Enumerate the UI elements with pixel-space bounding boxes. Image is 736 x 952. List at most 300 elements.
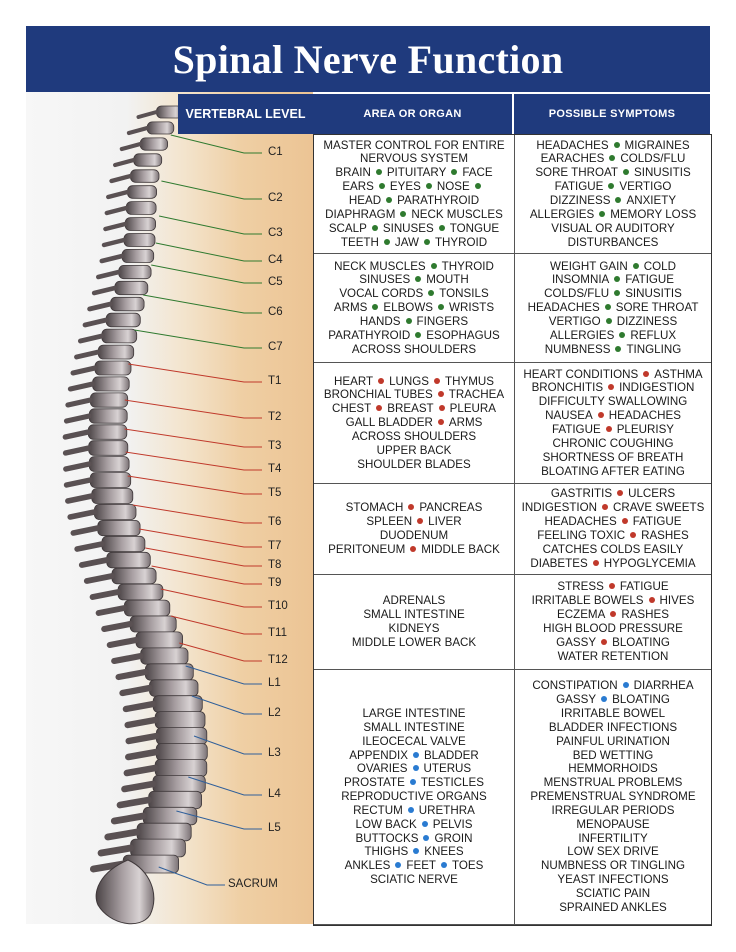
vertebra-body xyxy=(122,249,154,262)
leader-line xyxy=(171,135,262,153)
organs-term: GALL BLADDER xyxy=(345,416,433,430)
symptoms-line xyxy=(557,873,668,887)
bullet-icon xyxy=(422,821,428,827)
vertebra-body xyxy=(156,744,207,761)
symptoms-term: FEELING TOXIC xyxy=(537,529,626,542)
vertebral-level-label: T6 xyxy=(268,516,282,528)
spinous-process xyxy=(128,752,156,757)
bullet-icon xyxy=(622,518,628,524)
symptoms-term: SCIATIC PAIN xyxy=(575,886,651,900)
organs-term: BUTTOCKS xyxy=(355,831,419,845)
symptoms-term: HIGH BLOOD PRESSURE xyxy=(543,622,683,635)
organs-term: TONGUE xyxy=(449,221,500,235)
symptoms-term: MEMORY LOSS xyxy=(610,207,697,221)
symptoms-line xyxy=(568,762,658,776)
spinous-process xyxy=(73,368,95,373)
leader-line xyxy=(128,364,262,382)
organs-term: THYROID xyxy=(441,259,494,273)
bullet-icon xyxy=(602,504,608,510)
vertebra-body xyxy=(141,648,188,664)
symptom-cell xyxy=(514,484,711,575)
organs-term: TEETH xyxy=(340,235,379,249)
organs-term: BRAIN xyxy=(335,166,371,180)
spinous-process xyxy=(129,128,147,133)
symptoms-line xyxy=(549,721,677,735)
organs-line xyxy=(328,329,499,343)
symptoms-term: BLOATING AFTER EATING xyxy=(541,464,685,478)
organs-term: TRACHEA xyxy=(448,388,505,402)
organs-term: UTERUS xyxy=(423,762,472,776)
organs-term: MIDDLE LOWER BACK xyxy=(351,635,477,649)
symptoms-term: SORE THROAT xyxy=(615,301,699,315)
bullet-icon xyxy=(608,183,614,189)
organs-line xyxy=(366,515,461,529)
vertebra-body xyxy=(155,712,205,729)
symptoms-line xyxy=(550,194,676,208)
symptoms-term: HEADACHES xyxy=(527,301,600,315)
symptoms-term: HEART CONDITIONS xyxy=(523,367,639,381)
organs-line xyxy=(328,543,500,557)
organs-term: FEET xyxy=(406,859,437,873)
symptoms-term: SPRAINED ANKLES xyxy=(559,900,667,914)
symptoms-line xyxy=(552,273,674,287)
organs-term: TESTICLES xyxy=(420,776,484,790)
symptoms-term: COLDS/FLU xyxy=(544,287,610,301)
organs-term: PLEURA xyxy=(449,402,497,416)
vertebral-level-label: T4 xyxy=(268,463,282,475)
symptoms-term: FATIGUE xyxy=(625,273,675,287)
organs-line xyxy=(342,180,485,194)
organs-term: MASTER CONTROL FOR ENTIRE xyxy=(323,138,505,152)
bullet-icon xyxy=(633,263,639,269)
leader-line xyxy=(161,181,262,199)
bullet-icon xyxy=(609,155,615,161)
organs-term: VOCAL CORDS xyxy=(339,287,424,301)
organs-term: TONSILS xyxy=(439,287,489,301)
symptoms-line xyxy=(559,901,667,915)
bullet-icon xyxy=(413,848,419,854)
symptoms-line xyxy=(543,543,684,557)
organs-term: NOSE xyxy=(436,180,470,194)
organs-term: EYES xyxy=(389,180,421,194)
symptoms-term: DIZZINESS xyxy=(616,314,678,328)
symptoms-line xyxy=(576,887,650,901)
organ-cell xyxy=(314,484,514,575)
vertebra-body xyxy=(143,807,197,825)
organs-term: MOUTH xyxy=(426,273,469,287)
organs-term: KNEES xyxy=(424,845,464,859)
organs-term: KIDNEYS xyxy=(388,622,440,635)
symptoms-term: IRRITABLE BOWELS xyxy=(531,594,644,608)
symptoms-line xyxy=(532,679,693,693)
spinous-process xyxy=(93,592,119,597)
spinous-process xyxy=(67,416,90,421)
leader-line xyxy=(179,643,262,661)
organs-line xyxy=(323,139,504,153)
symptoms-term: TINGLING xyxy=(626,342,682,356)
symptoms-line xyxy=(552,437,673,451)
organs-line xyxy=(352,343,476,357)
organs-term: PANCREAS xyxy=(419,501,483,515)
organs-line xyxy=(357,458,470,472)
bullet-icon xyxy=(395,862,401,868)
symptoms-term: DIARRHEA xyxy=(633,679,694,693)
organs-term: SMALL INTESTINE xyxy=(363,608,465,622)
organs-line xyxy=(324,388,504,402)
bullet-icon xyxy=(376,169,382,175)
symptoms-term: ALLERGIES xyxy=(529,207,595,221)
spinous-process xyxy=(99,608,125,613)
spinous-process xyxy=(104,624,130,629)
bullet-icon xyxy=(615,197,621,203)
spinous-process xyxy=(112,176,131,181)
bullet-icon xyxy=(475,183,481,189)
leader-line xyxy=(152,566,262,584)
vertebra-body xyxy=(134,154,162,166)
organs-line xyxy=(363,721,464,735)
vertebra-body xyxy=(111,297,145,311)
symptoms-line xyxy=(535,166,690,180)
symptoms-term: ALLERGIES xyxy=(549,328,615,342)
leader-line xyxy=(159,216,262,234)
bullet-icon xyxy=(400,211,406,217)
symptoms-line xyxy=(523,368,702,382)
vertebral-level-label: SACRUM xyxy=(228,878,278,890)
symptoms-term: HEMMORHOIDS xyxy=(568,762,658,776)
symptoms-term: IRREGULAR PERIODS xyxy=(551,803,675,817)
vertebra-body xyxy=(102,536,145,551)
spinous-process xyxy=(67,480,91,485)
symptoms-term: GASSY xyxy=(556,635,597,649)
bullet-icon xyxy=(608,384,614,390)
symptom-cell xyxy=(514,254,711,363)
vertebral-level-label: C5 xyxy=(268,276,283,288)
organs-line xyxy=(383,594,446,608)
symptoms-term: REFLUX xyxy=(630,328,677,342)
organs-line xyxy=(346,501,483,515)
leader-line xyxy=(171,616,262,634)
organs-line xyxy=(362,707,465,721)
symptoms-term: CHRONIC COUGHING xyxy=(552,436,674,450)
organs-term: FINGERS xyxy=(416,314,469,328)
symptoms-term: HYPOGLYCEMIA xyxy=(603,556,696,570)
symptoms-term: PLEURISY xyxy=(616,423,675,436)
organs-line xyxy=(341,790,487,804)
spinous-process xyxy=(65,432,88,437)
organs-term: CHEST xyxy=(331,402,372,416)
symptoms-line xyxy=(578,832,647,846)
organs-line xyxy=(353,804,475,818)
organs-term: URETHRA xyxy=(418,803,475,817)
vertebral-level-label: L2 xyxy=(268,707,281,719)
organs-term: REPRODUCTIVE ORGANS xyxy=(341,790,487,804)
vertebra-body xyxy=(124,234,155,247)
organ-cell xyxy=(314,575,514,670)
symptoms-line xyxy=(541,465,685,479)
symptoms-line xyxy=(530,557,695,571)
spinous-process xyxy=(114,816,143,821)
organs-term: SCALP xyxy=(328,221,367,235)
organs-term: TOES xyxy=(452,859,484,873)
organs-term: OVARIES xyxy=(356,762,408,776)
vertebra-body xyxy=(119,265,151,278)
vertebra-body xyxy=(94,504,136,519)
bullet-icon xyxy=(601,639,607,645)
bullet-icon xyxy=(619,332,625,338)
vertebra-body xyxy=(131,839,186,857)
spinous-process xyxy=(101,848,131,853)
bullet-icon xyxy=(605,304,611,310)
bullet-icon xyxy=(424,239,430,245)
vertebral-level-label: C3 xyxy=(268,227,283,239)
symptoms-line xyxy=(549,315,678,329)
symptoms-term: SHORTNESS OF BREATH xyxy=(542,450,684,464)
symptoms-term: RASHES xyxy=(641,529,689,542)
vertebral-level-label: T7 xyxy=(268,540,282,552)
organs-line xyxy=(345,859,484,873)
vertebral-level-label: C6 xyxy=(268,306,283,318)
spinous-process xyxy=(139,112,157,117)
symptoms-term: IRRITABLE BOWEL xyxy=(560,707,666,721)
bullet-icon xyxy=(606,318,612,324)
organs-line xyxy=(380,529,448,543)
vertebra-body xyxy=(137,823,191,841)
organs-term: SINUSES xyxy=(359,273,411,287)
vertebral-level-label: L1 xyxy=(268,677,281,689)
leader-line xyxy=(143,295,262,313)
symptoms-term: HEADACHES xyxy=(544,515,617,529)
vertebral-level-label: T11 xyxy=(268,627,287,639)
vertebral-level-label: L3 xyxy=(268,747,281,759)
bullet-icon xyxy=(415,332,421,338)
vertebra-body xyxy=(147,122,174,134)
organ-cell xyxy=(314,254,514,363)
symptoms-term: FATIGUE xyxy=(551,423,601,436)
symptoms-term: FATIGUE xyxy=(619,580,669,594)
spinous-process xyxy=(120,800,149,805)
organs-term: ILEOCECAL VALVE xyxy=(362,734,466,748)
organs-term: THYMUS xyxy=(445,374,494,388)
vertebra-body xyxy=(118,584,163,600)
symptoms-term: VISUAL OR AUDITORY xyxy=(551,221,675,235)
organs-line xyxy=(334,375,494,389)
symptoms-term: DIFFICULTY SWALLOWING xyxy=(538,395,688,409)
organs-term: LOW BACK xyxy=(355,817,417,831)
organs-line xyxy=(329,222,499,236)
organs-line xyxy=(349,194,479,208)
organs-line xyxy=(377,444,452,458)
vertebra-body xyxy=(112,568,156,584)
symptoms-term: CRAVE SWEETS xyxy=(613,501,705,515)
leader-line xyxy=(161,589,262,607)
spinous-process xyxy=(66,464,90,469)
vertebra-body xyxy=(106,313,140,327)
area-or-organ-header: AREA OR ORGAN xyxy=(313,94,512,134)
organs-line xyxy=(334,301,494,315)
bullet-icon xyxy=(451,169,457,175)
symptoms-line xyxy=(551,487,675,501)
spinous-process xyxy=(127,768,155,773)
vertebral-level-header: VERTEBRAL LEVEL xyxy=(178,94,313,134)
bullet-icon xyxy=(413,752,419,758)
bullet-icon xyxy=(643,371,649,377)
symptoms-term: STRESS xyxy=(557,580,604,594)
bullet-icon xyxy=(439,405,445,411)
organs-term: MIDDLE BACK xyxy=(421,542,500,556)
organs-term: UPPER BACK xyxy=(376,443,452,457)
organs-line xyxy=(346,416,483,430)
symptoms-term: YEAST INFECTIONS xyxy=(557,873,669,887)
symptoms-term: LOW SEX DRIVE xyxy=(567,845,659,859)
bullet-icon xyxy=(408,807,414,813)
spinous-process xyxy=(104,240,124,245)
symptoms-line xyxy=(558,650,669,664)
organs-term: ESOPHAGUS xyxy=(426,328,500,342)
organs-term: SPLEEN xyxy=(366,515,413,529)
organs-term: THYROID xyxy=(434,235,488,249)
spinous-process xyxy=(122,144,141,149)
spinous-process xyxy=(80,336,102,341)
spinous-process xyxy=(105,224,125,229)
symptoms-term: FATIGUE xyxy=(632,515,682,529)
organs-term: EARS xyxy=(342,180,374,194)
spinous-process xyxy=(73,528,98,533)
bullet-icon xyxy=(417,518,423,524)
symptoms-term: ULCERS xyxy=(628,487,676,501)
vertebra-body xyxy=(149,791,202,808)
organs-term: PERITONEUM xyxy=(328,542,406,556)
symptoms-line xyxy=(532,381,695,395)
vertebra-body xyxy=(125,218,155,231)
symptoms-line xyxy=(522,501,705,515)
symptoms-line xyxy=(573,749,654,763)
spinous-process xyxy=(110,640,136,645)
organs-line xyxy=(363,608,464,622)
organs-term: PROSTATE xyxy=(344,776,405,790)
vertebral-level-label: T10 xyxy=(268,600,288,612)
spinous-process xyxy=(114,656,141,661)
organs-term: LUNGS xyxy=(389,374,430,388)
organs-line xyxy=(360,315,468,329)
symptoms-term: CATCHES COLDS EASILY xyxy=(542,542,684,556)
spinous-process xyxy=(126,704,153,709)
bullet-icon xyxy=(606,426,612,432)
organs-term: HEAD xyxy=(348,194,382,207)
vertebra-body xyxy=(128,186,157,199)
vertebral-level-label: C2 xyxy=(268,192,283,204)
bullet-icon xyxy=(598,412,604,418)
organs-term: THIGHS xyxy=(364,845,409,859)
organs-term: RECTUM xyxy=(353,803,403,817)
vertebra-body xyxy=(98,520,140,535)
organs-line xyxy=(339,287,488,301)
vertebral-level-label: C7 xyxy=(268,341,283,353)
bullet-icon xyxy=(415,276,421,282)
symptoms-term: NUMBNESS OR TINGLING xyxy=(540,859,686,873)
bullet-icon xyxy=(410,546,416,552)
symptoms-term: CONSTIPATION xyxy=(532,679,618,693)
vertebra-body xyxy=(90,473,130,488)
symptom-cell xyxy=(514,670,711,925)
vertebral-level-label: T3 xyxy=(268,440,282,452)
organs-line xyxy=(357,762,471,776)
vertebra-body xyxy=(90,393,127,407)
bullet-icon xyxy=(379,183,385,189)
spinous-process xyxy=(90,304,111,309)
bullet-icon xyxy=(649,597,655,603)
bullet-icon xyxy=(630,532,636,538)
symptom-cell xyxy=(514,135,711,254)
symptoms-term: ASTHMA xyxy=(654,367,703,381)
leader-line xyxy=(186,666,262,684)
symptom-cell xyxy=(514,363,711,484)
bullet-icon xyxy=(408,504,414,510)
symptoms-term: ANXIETY xyxy=(626,194,677,207)
organs-term: HANDS xyxy=(359,314,401,328)
leader-line xyxy=(133,505,262,523)
vertebra-body xyxy=(140,138,167,150)
organs-line xyxy=(332,402,496,416)
organs-line xyxy=(349,749,478,763)
bullet-icon xyxy=(426,183,432,189)
symptoms-line xyxy=(556,636,670,650)
bullet-icon xyxy=(623,169,629,175)
organ-cell xyxy=(314,135,514,254)
bullet-icon xyxy=(614,142,620,148)
symptoms-term: ECZEMA xyxy=(557,608,606,622)
spinous-process xyxy=(68,400,91,405)
symptoms-term: INDIGESTION xyxy=(521,501,598,515)
symptoms-term: INSOMNIA xyxy=(551,273,610,287)
organs-term: BREAST xyxy=(387,402,434,416)
vertebral-level-label: L5 xyxy=(268,822,281,834)
symptoms-line xyxy=(551,804,674,818)
bullet-icon xyxy=(431,263,437,269)
vertebral-level-label: T9 xyxy=(268,577,282,589)
leader-line xyxy=(145,548,262,566)
organs-term: APPENDIX xyxy=(349,748,408,762)
organs-line xyxy=(356,818,473,832)
vertebra-body xyxy=(124,600,169,616)
bullet-icon xyxy=(386,197,392,203)
organs-term: BRONCHIAL TUBES xyxy=(323,388,433,402)
vertebra-body xyxy=(102,329,137,343)
spinous-process xyxy=(85,320,106,325)
bullet-icon xyxy=(372,225,378,231)
organs-term: ARMS xyxy=(448,416,483,430)
symptoms-term: PREMENSTRUAL SYNDROME xyxy=(530,790,696,804)
organs-term: SINUSES xyxy=(382,221,434,235)
organs-line xyxy=(356,832,473,846)
organs-term: ARMS xyxy=(333,301,368,315)
bullet-icon xyxy=(372,304,378,310)
leader-line xyxy=(128,476,262,494)
vertebra-body xyxy=(153,696,202,713)
symptoms-line xyxy=(543,622,683,636)
vertebra-body xyxy=(130,616,176,632)
organs-term: PARATHYROID xyxy=(397,194,480,207)
organs-line xyxy=(360,152,468,166)
bullet-icon xyxy=(614,290,620,296)
organs-line xyxy=(334,260,494,274)
leader-line xyxy=(125,400,262,418)
vertebra-body xyxy=(156,728,206,745)
organs-line xyxy=(341,236,487,250)
organs-term: DIAPHRAGM xyxy=(325,207,396,221)
symptoms-term: COLDS/FLU xyxy=(620,152,686,166)
page-title: Spinal Nerve Function xyxy=(172,36,564,82)
symptoms-term: EARACHES xyxy=(540,152,605,166)
